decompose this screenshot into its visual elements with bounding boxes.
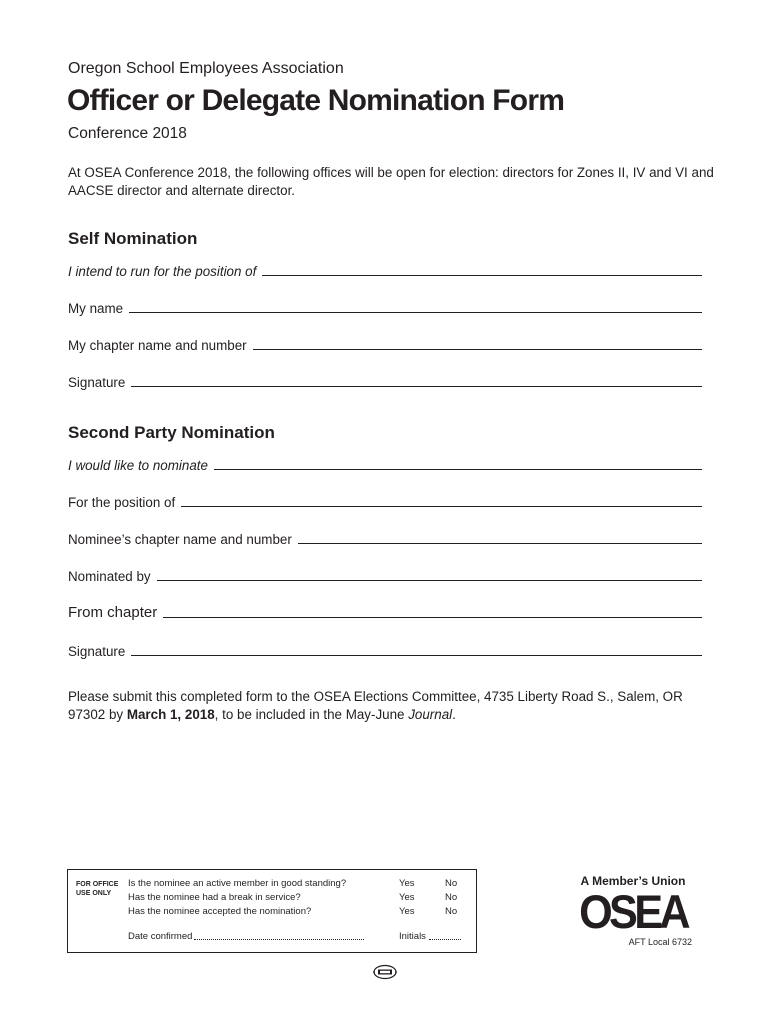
nominee-chapter-line[interactable] bbox=[298, 543, 702, 544]
nominate-line[interactable] bbox=[214, 469, 702, 470]
initials-label: Initials bbox=[399, 931, 426, 942]
page-title: Officer or Delegate Nomination Form bbox=[67, 84, 565, 117]
nominee-chapter-field[interactable] bbox=[68, 529, 702, 547]
my-name-line[interactable] bbox=[129, 312, 702, 313]
office-yes-3[interactable]: Yes bbox=[399, 906, 415, 917]
my-name-field[interactable] bbox=[68, 298, 702, 316]
my-chapter-line[interactable] bbox=[253, 349, 702, 350]
submit-text-end: . bbox=[452, 707, 456, 722]
submit-journal: Journal bbox=[408, 707, 453, 722]
office-use-box bbox=[67, 869, 477, 953]
from-chapter-line[interactable] bbox=[163, 617, 702, 618]
union-bug-icon bbox=[372, 964, 398, 980]
office-question-3: Has the nominee accepted the nomination? bbox=[128, 906, 312, 917]
office-question-2: Has the nominee had a break in service? bbox=[128, 892, 301, 903]
osea-logo bbox=[566, 874, 700, 950]
for-position-line[interactable] bbox=[181, 506, 702, 507]
nominated-by-label: Nominated by bbox=[68, 569, 151, 584]
second-signature-line[interactable] bbox=[131, 655, 702, 656]
date-confirmed-line[interactable] bbox=[194, 939, 364, 940]
nominate-label: I would like to nominate bbox=[68, 458, 208, 473]
my-name-label: My name bbox=[68, 301, 124, 316]
from-chapter-field[interactable] bbox=[68, 603, 702, 621]
position-field[interactable] bbox=[68, 261, 702, 279]
submit-deadline: March 1, 2018 bbox=[126, 707, 215, 722]
self-nomination-heading: Self Nomination bbox=[68, 229, 198, 248]
office-no-1[interactable]: No bbox=[445, 878, 458, 889]
date-confirmed-field[interactable] bbox=[128, 931, 364, 942]
second-signature-field[interactable] bbox=[68, 641, 702, 659]
logo-tagline: A Member’s Union bbox=[580, 874, 686, 888]
initials-field[interactable] bbox=[399, 931, 461, 942]
intro-paragraph: At OSEA Conference 2018, the following offices will be open for election: directors for Zones II, IV and VI and AACSE director and alternate director. bbox=[68, 165, 714, 198]
position-line[interactable] bbox=[262, 275, 702, 276]
office-yes-2[interactable]: Yes bbox=[399, 892, 415, 903]
nominated-by-line[interactable] bbox=[157, 580, 702, 581]
nominated-by-field[interactable] bbox=[68, 566, 702, 584]
office-no-2[interactable]: No bbox=[445, 892, 458, 903]
office-yes-1[interactable]: Yes bbox=[399, 878, 415, 889]
office-label-line2: USE ONLY bbox=[76, 890, 112, 897]
office-question-1: Is the nominee an active member in good standing? bbox=[128, 878, 347, 889]
for-position-field[interactable] bbox=[68, 492, 702, 510]
for-position-label: For the position of bbox=[68, 495, 176, 510]
date-confirmed-label: Date confirmed bbox=[128, 931, 193, 942]
position-label: I intend to run for the position of bbox=[68, 264, 257, 279]
nominee-chapter-label: Nominee’s chapter name and number bbox=[68, 532, 292, 547]
second-signature-label: Signature bbox=[68, 644, 126, 659]
office-label-line1: FOR OFFICE bbox=[76, 881, 119, 888]
my-chapter-label: My chapter name and number bbox=[68, 338, 247, 353]
office-no-3[interactable]: No bbox=[445, 906, 458, 917]
logo-local: AFT Local 6732 bbox=[628, 937, 692, 947]
self-signature-line[interactable] bbox=[131, 386, 702, 387]
my-chapter-field[interactable] bbox=[68, 335, 702, 353]
office-use-label bbox=[76, 880, 124, 898]
org-name: Oregon School Employees Association bbox=[68, 60, 344, 77]
subtitle: Conference 2018 bbox=[68, 125, 187, 142]
initials-line[interactable] bbox=[429, 939, 461, 940]
self-signature-field[interactable] bbox=[68, 372, 702, 390]
from-chapter-label: From chapter bbox=[68, 604, 158, 621]
submit-instructions bbox=[68, 688, 718, 724]
submit-text-middle: , to be included in the May-June bbox=[214, 707, 409, 722]
second-party-heading: Second Party Nomination bbox=[68, 423, 275, 442]
submit-text-before: Please submit this completed form to the OSEA Elections Committee, 4735 Liberty Road S., Salem, OR 97302 by bbox=[68, 689, 683, 722]
nominate-field[interactable] bbox=[68, 455, 702, 473]
logo-wordmark: OSEA bbox=[579, 885, 687, 938]
self-signature-label: Signature bbox=[68, 375, 126, 390]
